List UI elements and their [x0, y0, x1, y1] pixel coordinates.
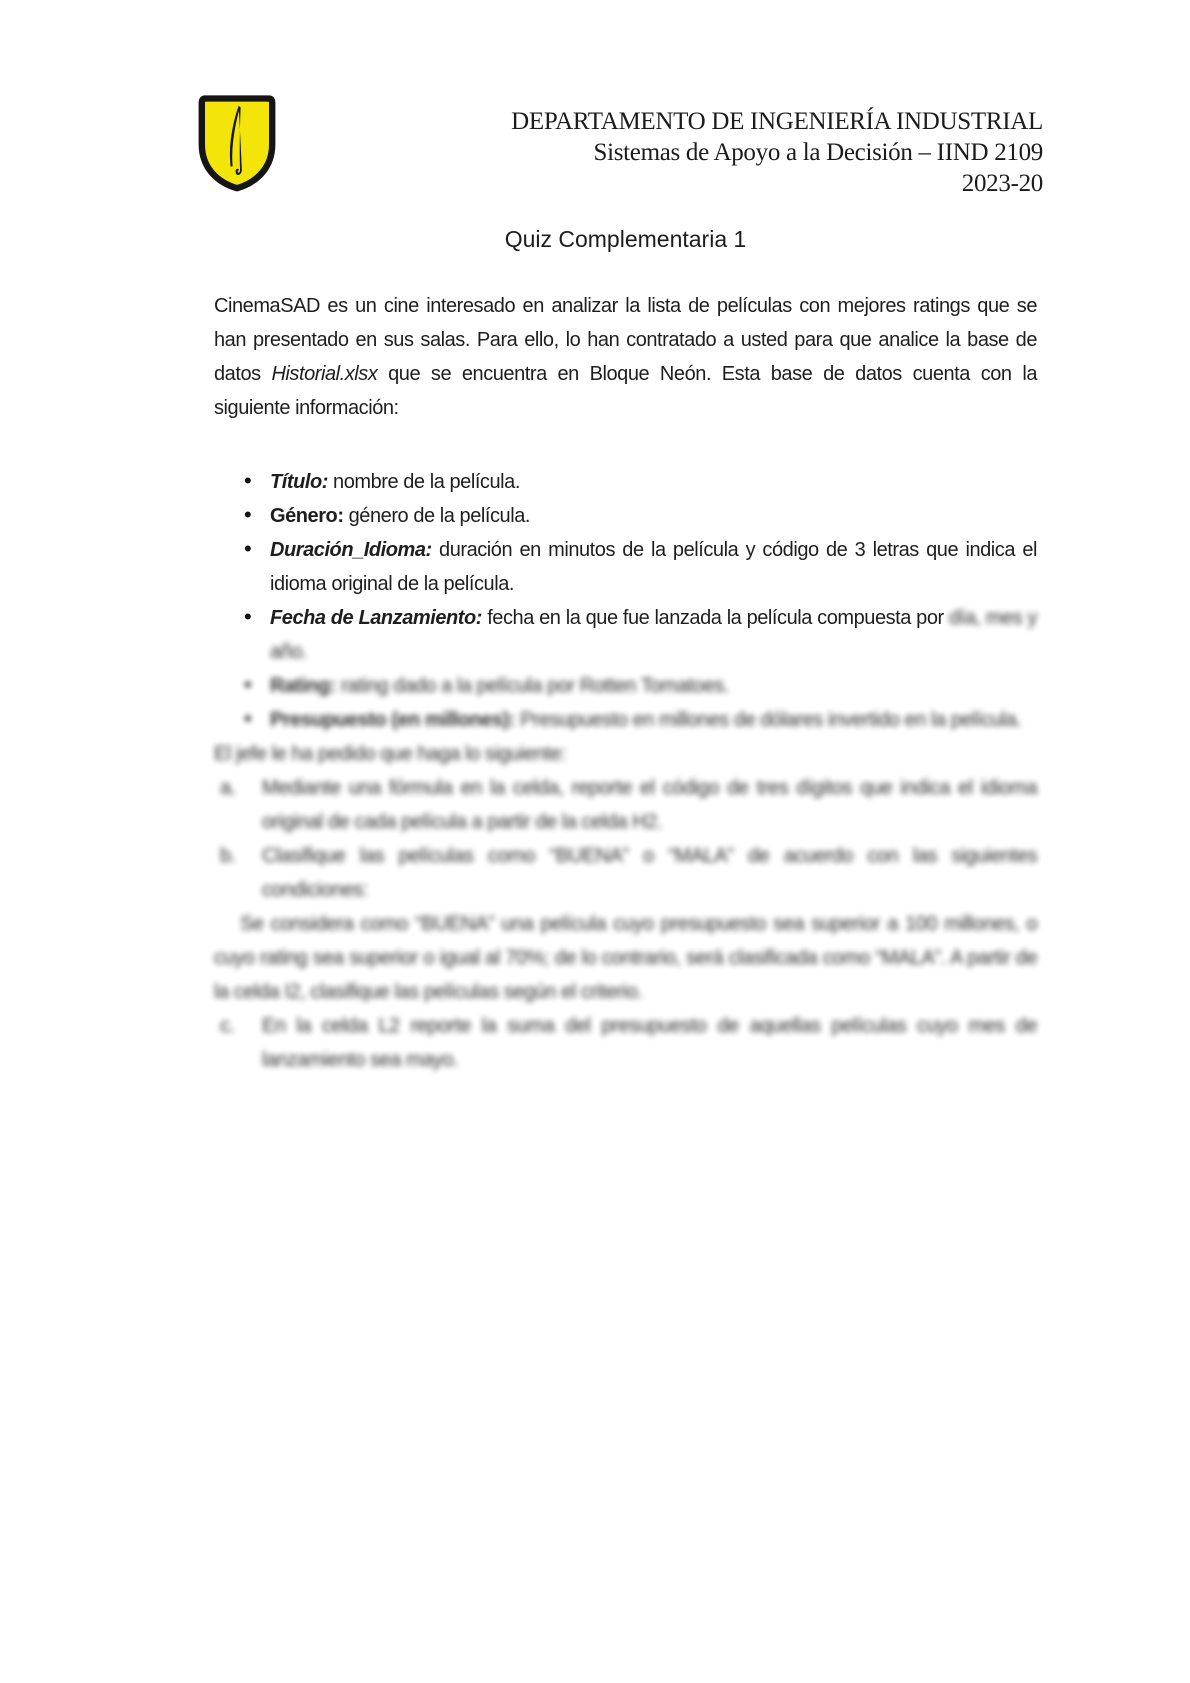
field-item-presupuesto-blurred: [214, 703, 1037, 737]
field-label: Duración_Idioma:: [270, 539, 432, 561]
task-intro-blurred: El jefe le ha pedido que haga lo siguiente:: [214, 743, 567, 765]
header-course-line: Sistemas de Apoyo a la Decisión – IIND 2109: [593, 139, 1043, 166]
field-description: duración en minutos de la película y código de 3 letras que indica el idioma original de la película.: [270, 539, 1037, 595]
task-marker: c.: [220, 1015, 235, 1037]
document-title: Quiz Complementaria 1: [504, 226, 747, 252]
task-b-conditions-blurred: Se considera como “BUENA” una película cuyo presupuesto sea superior a 100 millones, o cuyo rating sea superior o igual al 70%; de lo contrario, será clasificada como “MALA”. A partir de la celda I2, clasifique las películas según el criterio.: [214, 913, 1037, 1003]
document-body: [214, 289, 1037, 1077]
field-description: fecha en la que fue lanzada la película compuesta por: [481, 607, 949, 629]
task-marker: a.: [220, 777, 236, 799]
field-label: Título:: [270, 471, 328, 493]
field-label: Presupuesto (en millones):: [270, 709, 516, 731]
task-marker: b.: [220, 845, 236, 867]
field-list: [214, 465, 1037, 737]
field-description-blurred: día, mes y año.: [270, 607, 1037, 663]
field-item-genero: [214, 499, 1037, 533]
field-item-rating-blurred: [214, 669, 1037, 703]
university-shield-icon: [197, 94, 277, 196]
field-description: rating dado a la película por Rotten Tomatoes.: [335, 675, 729, 697]
task-text: Mediante una fórmula en la celda, reporte el código de tres dígitos que indica el idioma original de cada película a partir de la celda H2.: [262, 777, 1037, 833]
field-label: Fecha de Lanzamiento:: [270, 607, 482, 629]
field-item-fecha-lanzamiento: [214, 601, 1037, 669]
field-description: nombre de la película.: [327, 471, 520, 493]
field-item-titulo: [214, 465, 1037, 499]
field-label: Género:: [270, 505, 344, 527]
field-item-duracion-idioma: [214, 533, 1037, 601]
task-text: Clasifique las películas como “BUENA” o “MALA” de acuerdo con las siguientes condiciones:: [262, 845, 1037, 901]
task-item-c-blurred: [214, 1009, 1037, 1077]
intro-text-1: CinemaSAD es un cine interesado en analizar la lista de películas con mejores ratings que se han presentado en sus salas. Para ello, lo han contratado a usted para que analice la base de datos: [214, 295, 1037, 385]
task-item-a-blurred: [214, 771, 1037, 839]
field-description: Presupuesto en millones de dólares invertido en la película.: [515, 709, 1022, 731]
intro-text-2: que se encuentra en Bloque Neón. Esta base de datos cuenta con la siguiente información:: [214, 363, 1037, 419]
header-term-line: 2023-20: [961, 170, 1043, 197]
intro-file-name: Historial.xlsx: [271, 363, 378, 385]
page-header: [380, 106, 1043, 199]
task-text: En la celda L2 reporte la suma del presupuesto de aquellas películas cuyo mes de lanzamiento sea mayo.: [262, 1015, 1037, 1071]
task-list: [214, 771, 1037, 1077]
field-description: género de la película.: [343, 505, 530, 527]
task-item-b-blurred: [214, 839, 1037, 907]
header-department-line: DEPARTAMENTO DE INGENIERÍA INDUSTRIAL: [511, 108, 1043, 135]
intro-paragraph: [214, 289, 1037, 425]
field-label: Rating:: [270, 675, 336, 697]
